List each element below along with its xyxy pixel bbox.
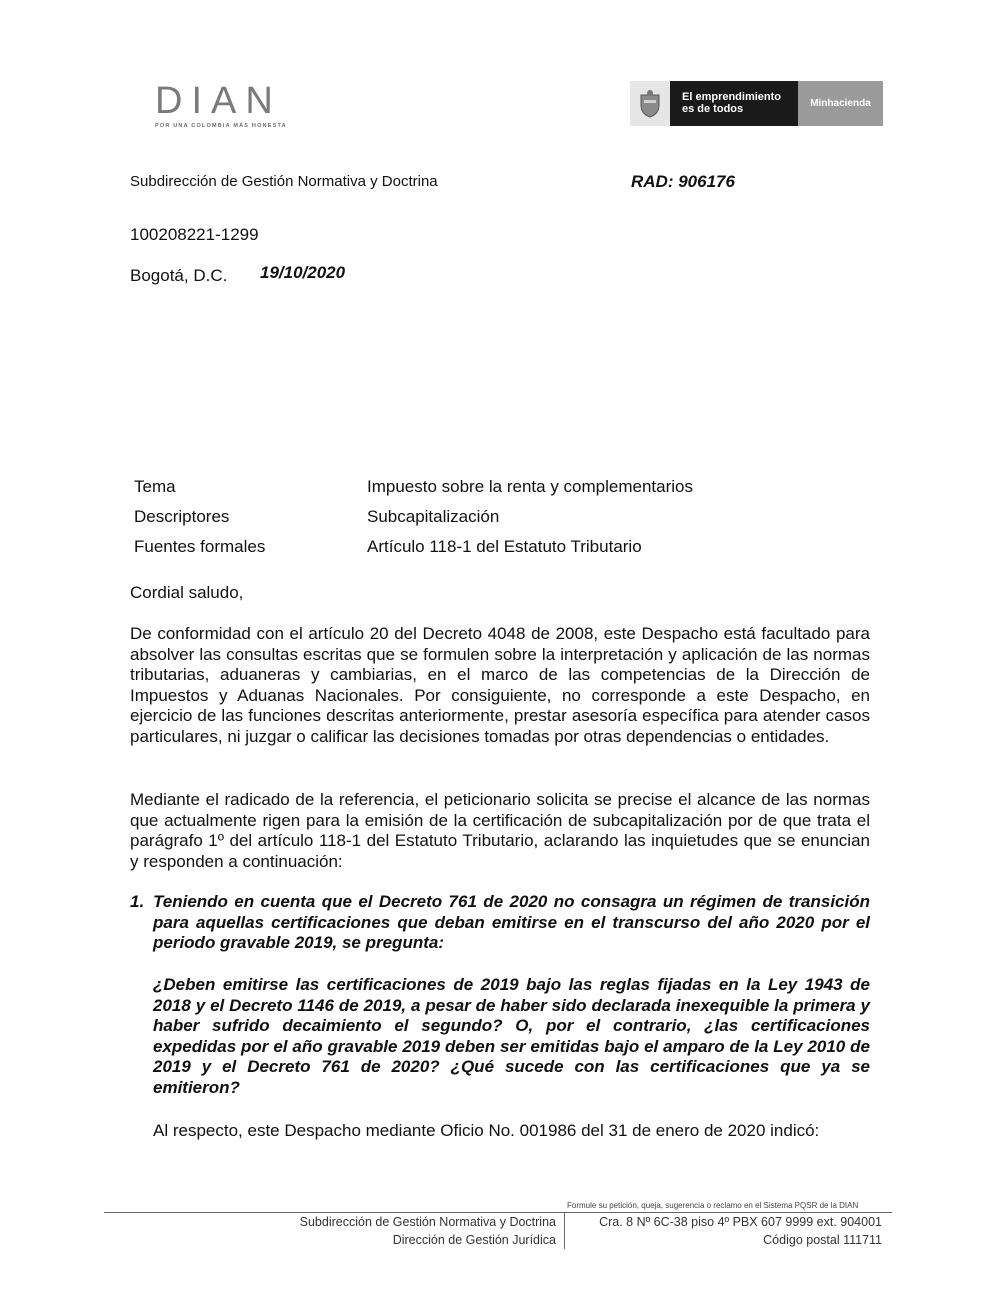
answer-intro: Al respecto, este Despacho mediante Oficio No. 001986 del 31 de enero de 2020 indicó: bbox=[153, 1121, 820, 1140]
sources-row bbox=[134, 536, 693, 566]
government-slogan bbox=[670, 81, 798, 126]
footer-pqsr-note: Formule su petición, queja, sugerencia o reclamo en el Sistema PQSR de la DIAN bbox=[567, 1201, 859, 1210]
government-slogan-line2: es de todos bbox=[682, 103, 744, 115]
subject-label: Tema bbox=[134, 477, 176, 496]
subject-table bbox=[134, 476, 693, 566]
footer-address: Cra. 8 Nº 6C-38 piso 4º PBX 607 9999 ext. 904001 bbox=[599, 1215, 882, 1229]
government-logo bbox=[630, 81, 883, 126]
dian-logo bbox=[155, 82, 320, 130]
coat-of-arms-icon bbox=[630, 81, 670, 126]
footer-direction: Dirección de Gestión Jurídica bbox=[392, 1233, 556, 1247]
dian-logo-tagline: POR UNA COLOMBIA MÁS HONESTA bbox=[155, 123, 287, 129]
rad-number: RAD: 906176 bbox=[631, 172, 735, 191]
descriptors-label: Descriptores bbox=[134, 507, 230, 526]
descriptors-row bbox=[134, 506, 693, 536]
paragraph-competence: De conformidad con el artículo 20 del Decreto 4048 de 2008, este Despacho está facultado para absolver las consultas escritas que se formulen sobre la interpretación y aplicación de las normas tributarias, aduaneras y cambiarias, en el marco de las competencias de la Dirección de Impuestos y Aduanas Nacionales. Por consiguiente, no corresponde a este Despacho, en ejercicio de las funciones descritas anteriormente, prestar asesoría específica para atender casos particulares, ni juzgar o calificar las decisiones tomadas por otras dependencias o entidades. bbox=[130, 624, 870, 746]
question-text: ¿Deben emitirse las certificaciones de 2019 bajo las reglas fijadas en la Ley 1943 de 2018 y el Decreto 1146 de 2019, a pesar de haber sido declarada inexequible la primera y haber sufrido decaimiento el segundo? O, por el contrario, ¿las certificaciones expedidas por el año gravable 2019 deben ser emitidas bajo el amparo de la Ley 2010 de 2019 y el Decreto 761 de 2020? ¿Qué sucede con las certificaciones que ya se emitieron? bbox=[153, 975, 870, 1097]
reference-number: 100208221-1299 bbox=[130, 225, 259, 244]
ministry-name: Minhacienda bbox=[798, 81, 883, 126]
question-number: 1. bbox=[130, 892, 145, 911]
descriptors-value: Subcapitalización bbox=[367, 507, 500, 526]
government-slogan-line1: El emprendimiento bbox=[682, 91, 782, 103]
paragraph-request: Mediante el radicado de la referencia, el peticionario solicita se precise el alcance de las normas que actualmente rigen para la emisión de la certificación de subcapitalización por de que trata el parágrafo 1º del artículo 118-1 del Estatuto Tributario, aclarando las inquietudes que se enuncian y responden a continuación: bbox=[130, 790, 870, 871]
footer-vertical-divider bbox=[564, 1213, 565, 1249]
office-name: Subdirección de Gestión Normativa y Doctrina bbox=[130, 173, 438, 190]
place: Bogotá, D.C. bbox=[130, 266, 228, 285]
sources-value: Artículo 118-1 del Estatuto Tributario bbox=[367, 537, 642, 556]
greeting: Cordial saludo, bbox=[130, 583, 244, 602]
letter-date: 19/10/2020 bbox=[260, 263, 346, 282]
dian-logo-word: DIAN bbox=[155, 80, 282, 122]
footer-postal-code: Código postal 111711 bbox=[763, 1233, 882, 1247]
footer-office: Subdirección de Gestión Normativa y Doctrina bbox=[299, 1215, 556, 1229]
subject-row bbox=[134, 476, 693, 506]
subject-value: Impuesto sobre la renta y complementarios bbox=[367, 477, 693, 496]
question-intro: Teniendo en cuenta que el Decreto 761 de 2020 no consagra un régimen de transición para aquellas certificaciones que deban emitirse en el transcurso del año 2020 por el periodo gravable 2019, se pregunta: bbox=[153, 892, 870, 952]
footer-divider bbox=[104, 1212, 892, 1213]
sources-label: Fuentes formales bbox=[134, 537, 266, 556]
